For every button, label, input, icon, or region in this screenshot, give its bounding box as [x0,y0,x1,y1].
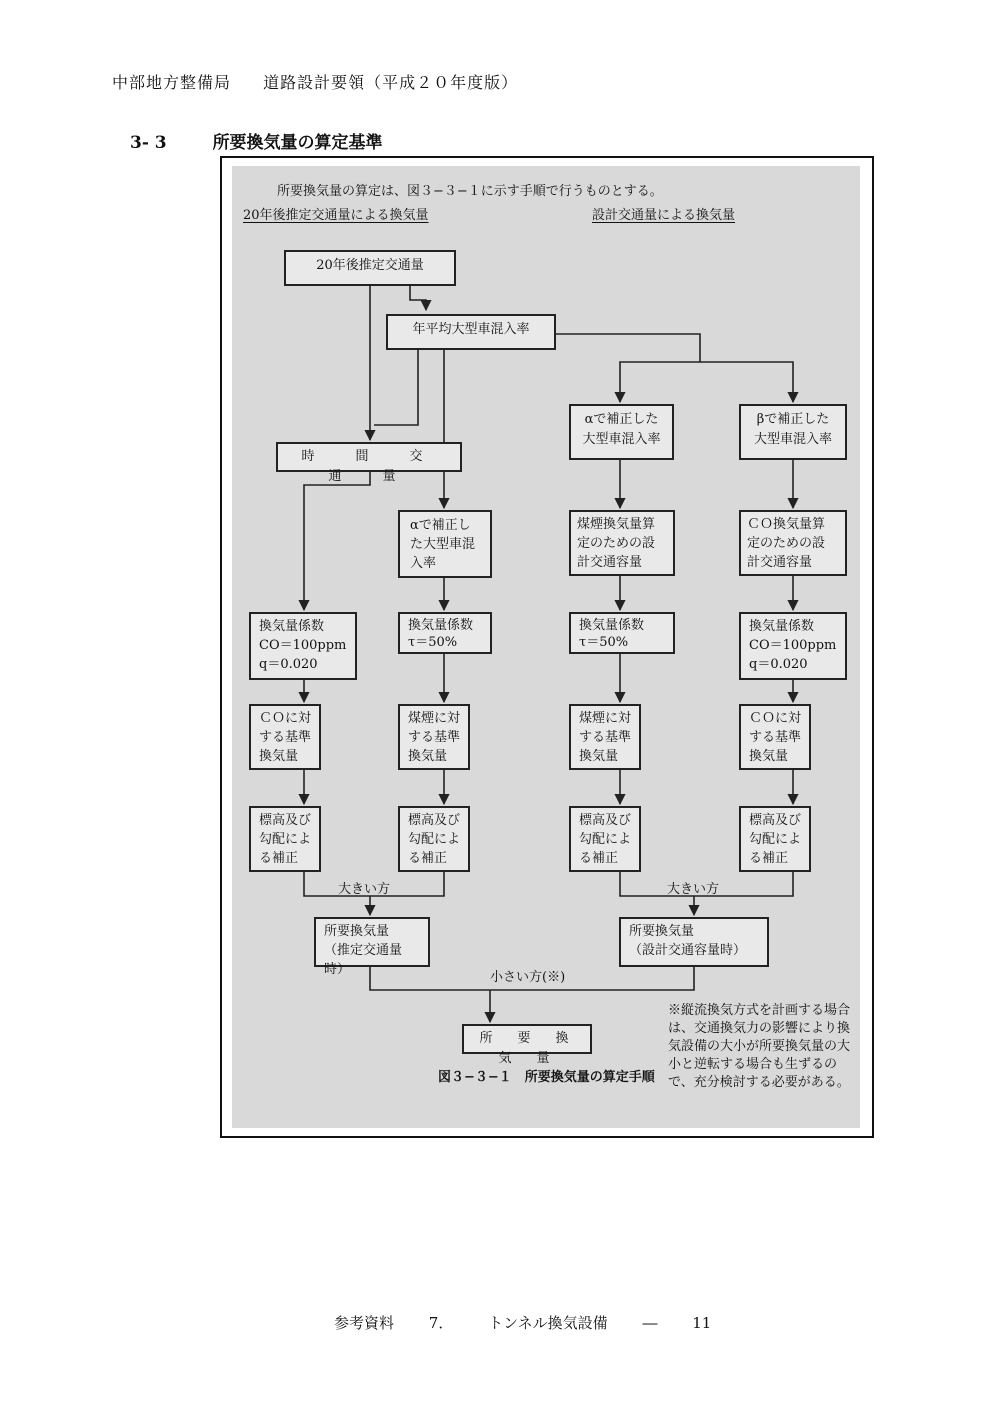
box-correction-2: 標高及び 勾配によ る補正 [398,806,470,872]
box-beta-ratio: βで補正した 大型車混入率 [739,404,847,460]
box-annual-heavy-ratio: 年平均大型車混入率 [386,314,556,350]
box-co-design-capacity: ＣＯ換気量算 定のための設 計交通容量 [739,510,847,576]
figure-note: ※縦流換気方式を計画する場合は、交通換気力の影響により換気設備の大小が所要換気量の大小と逆転する場合も生ずるので、充分検討する必要がある。 [668,1003,851,1090]
right-column-heading: 設計交通量による換気量 [592,208,736,223]
label-larger-left: 大きい方 [338,882,391,897]
section-title: 所要換気量の算定基準 [212,133,383,153]
box-alpha-ratio-left: αで補正し た大型車混 入率 [398,510,492,578]
footer-dash: ― [642,1314,658,1332]
arrow-traffic20-to-annual [410,284,426,310]
header-organization: 中部地方整備局 [112,73,232,92]
label-larger-right: 大きい方 [667,882,720,897]
box-required-estimated: 所要換気量 （推定交通量時） [314,917,430,967]
box-hourly-traffic: 時 間 交 通 量 [276,442,462,472]
box-correction-4: 標高及び 勾配によ る補正 [739,806,811,872]
box-alpha-ratio-right: αで補正した 大型車混入率 [569,404,674,460]
box-correction-3: 標高及び 勾配によ る補正 [569,806,641,872]
box-base-smoke-right: 煤煙に対 する基準 換気量 [569,704,641,770]
box-base-co-right: ＣＯに対 する基準 換気量 [739,704,811,770]
footer-topic: トンネル換気設備 [488,1314,608,1332]
box-traffic-20yr: 20年後推定交通量 [284,250,456,286]
box-coef-smoke-right: 換気量係数 τ＝50% [569,612,675,654]
box-required-design: 所要換気量 （設計交通容量時） [619,917,769,967]
box-coef-co-left: 換気量係数 CO＝100ppm q＝0.020 [249,612,357,680]
box-base-co-left: ＣＯに対 する基準 換気量 [249,704,321,770]
arrow-hourly-to-coef-co [304,466,370,610]
header-document-title: 道路設計要領（平成２０年度版） [263,73,519,92]
box-required-final: 所 要 換 気 量 [462,1024,592,1054]
label-smaller: 小さい方(※) [490,970,566,985]
footer-title: 参考資料 [334,1314,395,1332]
figure-intro-text: 所要換気量の算定は、図３−３−１に示す手順で行うものとする。 [277,184,663,199]
footer-chapter: 7． [428,1314,454,1332]
box-smoke-design-capacity: 煤煙換気量算 定のための設 計交通容量 [569,510,675,576]
figure-caption: 図３−３−１ 所要換気量の算定手順 [438,1070,655,1085]
section-number: 3- 3 [130,133,167,153]
arrow-annual-to-beta [700,362,793,402]
box-base-smoke-left: 煤煙に対 する基準 換気量 [398,704,470,770]
left-column-heading: 20年後推定交通量による換気量 [243,208,429,223]
box-coef-co-right: 換気量係数 CO＝100ppm q＝0.020 [739,612,847,680]
footer-page-number: 11 [692,1314,712,1332]
page-footer [334,1312,711,1333]
box-correction-1: 標高及び 勾配によ る補正 [249,806,321,872]
arrow-annual-to-alpha-right [555,334,700,402]
box-coef-smoke-left: 換気量係数 τ＝50% [398,612,492,654]
connector-annual-to-hourly [374,348,418,425]
